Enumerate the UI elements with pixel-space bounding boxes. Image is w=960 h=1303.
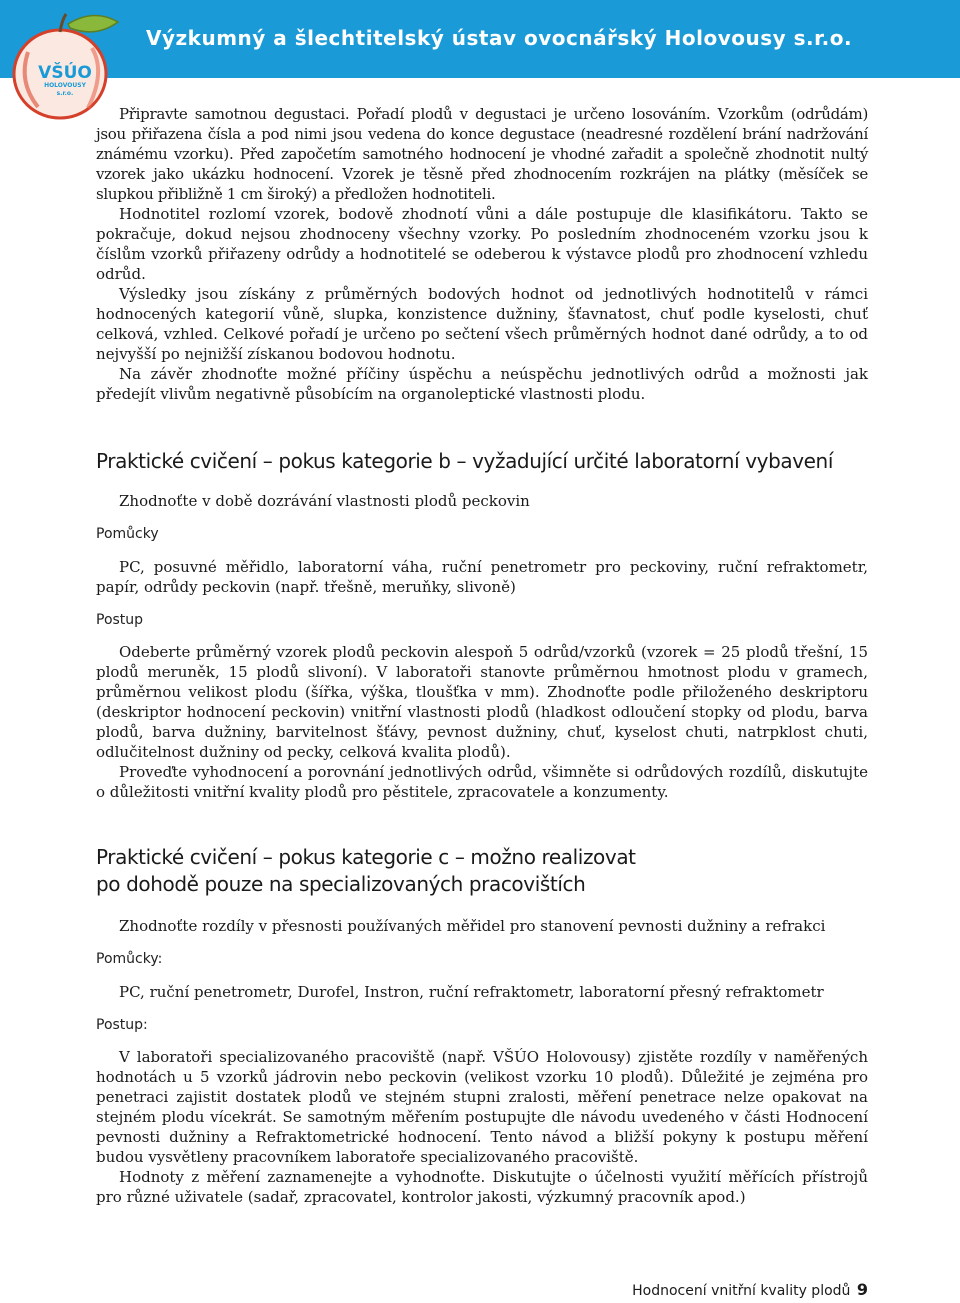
paragraph: Připravte samotnou degustaci. Pořadí plodů v degustaci je určeno losováním. Vzorkům (odrůdám) jsou přiřazena čísla a pod nimi jsou vedena do konce degustace (neadresné rozdělení brání nadržování známému vzorku). Před započetím samotného hodnocení je vhodné zařadit a společně zhodnotit nultý vzorek jako ukázku hodnocení. Vzorek je těsně před zhodnocením rozkrájen na plátky (měsíček se slupkou přibližně 1 cm široký) a předložen hodnotiteli. [96, 105, 868, 203]
section-b-tools: PC, posuvné měřidlo, laboratorní váha, ruční penetrometr pro peckoviny, ruční refraktometr, papír, odrůdy peckovin (např. třešně, meruňky, slivoně) [96, 558, 868, 596]
paragraph: Hodnotitel rozlomí vzorek, bodově zhodnotí vůni a dále postupuje dle klasifikátoru. Takto se pokračuje, dokud nejsou zhodnoceny všechny vzorky. Po posledním zhodnoceném vzorku jsou k číslům vzorků přiřazeny odrůdy a hodnotitelé se odeberou k výstavce plodů pro zhodnocení vzhledu odrůd. [96, 205, 868, 283]
footer-title: Hodnocení vnitřní kvality plodů [632, 1283, 851, 1299]
institute-title: Výzkumný a šlechtitelský ústav ovocnářský Holovousy s.r.o. [146, 26, 853, 50]
page-number: 9 [856, 1280, 868, 1299]
section-b-heading: Praktické cvičení – pokus kategorie b – vyžadující určité laboratorní vybavení [96, 449, 833, 473]
section-b-tools-label: Pomůcky [96, 526, 159, 542]
page-footer [632, 1280, 868, 1299]
logo-text: VŠÚO HOLOVOUSY s.r.o. [38, 63, 92, 97]
paragraph: V laboratoři specializovaného pracoviště (např. VŠÚO Holovousy) zjistěte rozdíly v naměřených hodnotách u 5 vzorků jádrovin nebo peckovin (velikost vzorku 10 plodů). Důležité je zejména pro penetraci zajistit dostatek plodů ve stejném stupni zralosti, měření penetrace nelze opakovat na stejném plodu vícekrát. Se samotným měřením postupujte dle návodu uvedeného v části Hodnocení pevnosti dužniny a Refraktometrické hodnocení. Tento návod a bližší pokyny k postupu měření budou vysvětleny pracovníkem laboratoře specializovaného pracoviště. [96, 1048, 868, 1166]
paragraph: Na závěr zhodnoťte možné příčiny úspěchu a neúspěchu jednotlivých odrůd a možnosti jak předejít vlivům negativně působícím na organoleptické vlastnosti plodu. [96, 365, 868, 403]
section-c-heading: Praktické cvičení – pokus kategorie c – možno realizovat po dohodě pouze na specializovaných pracovištích [96, 845, 636, 896]
section-b-procedure-label: Postup [96, 612, 144, 628]
paragraph: Výsledky jsou získány z průměrných bodových hodnot od jednotlivých hodnotitelů v rámci hodnocených kategorií vůně, slupka, konzistence dužniny, šťavnatost, chuť podle kyselosti, chuť celková, vzhled. Celkové pořadí je určeno po sečtení všech průměrných hodnot dané odrůdy, a to od nejvyšší po nejnižší získanou bodovou hodnotu. [96, 285, 868, 363]
header-bar [0, 0, 960, 78]
paragraph: Odeberte průměrný vzorek plodů peckovin alespoň 5 odrůd/vzorků (vzorek = 25 plodů třešní, 15 plodů meruněk, 15 plodů slivoní). V laboratoři stanovte průměrnou hmotnost plodu v gramech, průměrnou velikost plodu (šířka, výška, tloušťka v mm). Zhodnoťte podle přiloženého deskriptoru (deskriptor hodnocení peckovin) vnitřní vlastnosti plodů (hladkost odloučení stopky od plodu, barva plodů, barva dužniny, barvitelnost šťávy, pevnost dužniny, chuť, kyselost chuti, natrpklost chuti, odlučitelnost dužniny od pecky, celková kvalita plodů). [96, 643, 868, 761]
paragraph: Hodnoty z měření zaznamenejte a vyhodnoťte. Diskutujte o účelnosti využití měřících přístrojů pro různé uživatele (sadař, zpracovatel, kontrolor jakosti, výzkumný pracovník apod.) [96, 1168, 868, 1206]
section-c-procedure-label: Postup: [96, 1017, 148, 1033]
section-c-tools: PC, ruční penetrometr, Durofel, Instron, ruční refraktometr, laboratorní přesný refraktometr [119, 983, 824, 1001]
section-b-task: Zhodnoťte v době dozrávání vlastnosti plodů peckovin [119, 492, 530, 510]
section-c-tools-label: Pomůcky: [96, 951, 163, 967]
page-content [96, 104, 868, 1207]
section-c-task: Zhodnoťte rozdíly v přesnosti používaných měřidel pro stanovení pevnosti dužniny a refrakci [119, 917, 826, 935]
paragraph: Proveďte vyhodnocení a porovnání jednotlivých odrůd, všimněte si odrůdových rozdílů, diskutujte o důležitosti vnitřní kvality plodů pro pěstitele, zpracovatele a konzumenty. [96, 763, 868, 801]
